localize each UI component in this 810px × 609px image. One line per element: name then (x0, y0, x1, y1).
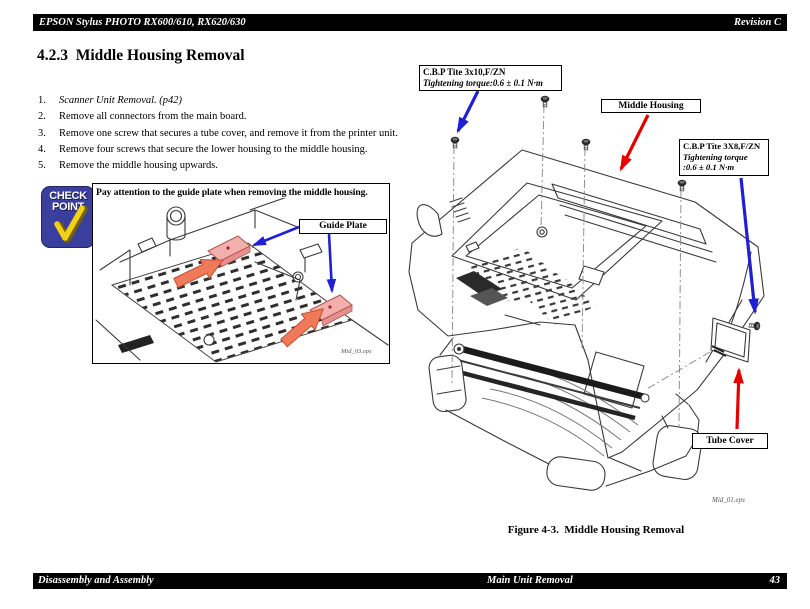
screw-spec-callout-right (679, 139, 769, 176)
footer-section: Main Unit Removal (487, 575, 573, 586)
step-number: 1. (38, 95, 46, 106)
middle-housing-drawing (409, 150, 764, 458)
step-number: 2. (38, 111, 46, 123)
red-arrow (621, 115, 648, 169)
footer-chapter: Disassembly and Assembly (38, 575, 154, 586)
step-text: Remove all connectors from the main board. (59, 111, 247, 123)
screw-spec-callout-top (419, 65, 562, 91)
step-list (38, 93, 398, 174)
main-figure-svg (400, 58, 808, 520)
step-2 (38, 109, 398, 125)
torque-spec: :0.6 ± 0.1 N·m (683, 162, 735, 172)
tube-cover-label: Tube Cover (692, 433, 768, 449)
header-bar (33, 14, 787, 31)
header-revision: Revision C (734, 17, 781, 28)
eps-filename: Mid_01.eps (712, 496, 745, 504)
eps-filename: Mid_03.eps (341, 348, 372, 355)
step-4 (38, 142, 398, 158)
step-5 (38, 158, 398, 174)
step-text: Remove four screws that secure the lower housing to the middle housing. (59, 143, 368, 155)
guide-plate-label: Guide Plate (299, 219, 387, 234)
section-title: 4.2.3 Middle Housing Removal (37, 47, 245, 64)
step-text: Scanner Unit Removal. (p42) (59, 95, 183, 106)
checkpoint-icon-line2: POINT (51, 201, 85, 213)
checkpoint-icon-line1: CHECK (49, 190, 87, 202)
header-title: EPSON Stylus PHOTO RX600/610, RX620/630 (39, 17, 246, 28)
screw-type: C.B.P Tite 3x10,F/ZN (423, 67, 506, 77)
step-1 (38, 93, 398, 109)
step-number: 3. (38, 127, 46, 139)
middle-housing-label: Middle Housing (601, 99, 701, 113)
check-mark-icon (42, 203, 94, 247)
blue-arrow (458, 91, 478, 131)
step-text: Remove the middle housing upwards. (59, 160, 218, 172)
torque-spec: Tightening torque:0.6 ± 0.1 N·m (423, 77, 543, 88)
red-arrow (737, 370, 739, 429)
step-number: 5. (38, 160, 46, 172)
page-number: 43 (769, 575, 780, 586)
step-number: 4. (38, 143, 46, 155)
checkpoint-note: Pay attention to the guide plate when removing the middle housing. (96, 187, 368, 198)
step-text: Remove one screw that secures a tube cover, and remove it from the printer unit. (59, 127, 398, 139)
step-3 (38, 126, 398, 142)
checkpoint-icon (41, 186, 95, 248)
footer-bar (33, 573, 787, 589)
figure-caption: Figure 4-3. Middle Housing Removal (507, 524, 685, 536)
screw-type: C.B.P Tite 3X8,F/ZN (683, 141, 761, 151)
torque-spec: Tightening torque (683, 151, 748, 162)
